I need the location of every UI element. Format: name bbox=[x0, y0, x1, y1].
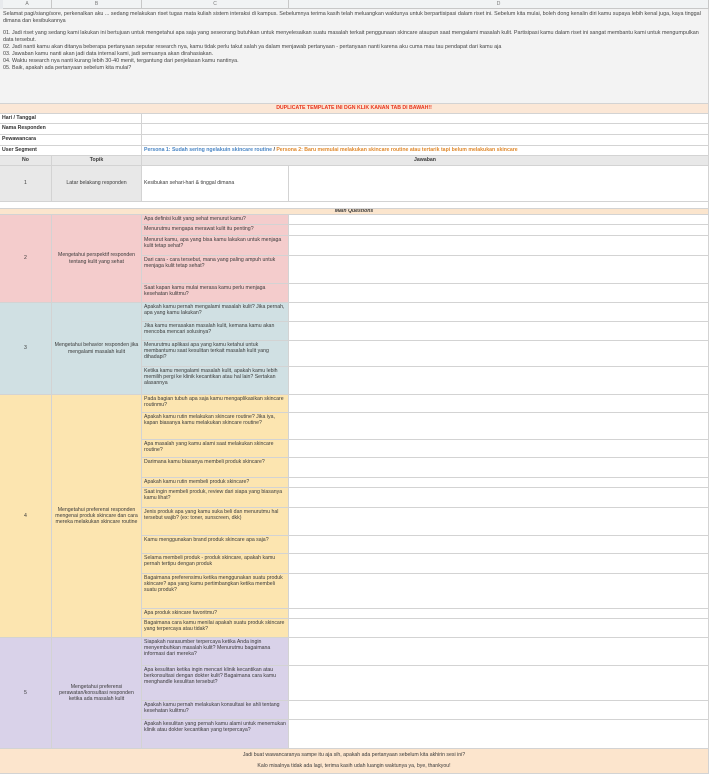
column-header-d[interactable]: D bbox=[289, 0, 709, 9]
answer-cell[interactable] bbox=[289, 619, 709, 638]
spacer-row[interactable] bbox=[0, 202, 709, 209]
group-2-topic[interactable]: Mengetahui perspektif responden tentang kulit yang sehat bbox=[52, 215, 142, 303]
question-cell[interactable]: Apa definisi kulit yang sehat menurut kamu? bbox=[142, 215, 289, 225]
answer-cell[interactable] bbox=[289, 341, 709, 367]
field-date-label: Hari / Tanggal bbox=[0, 114, 142, 124]
answer-cell[interactable] bbox=[289, 440, 709, 458]
intro-point: 05. Baik, apakah ada pertanyaan sebelum kita mulai? bbox=[3, 65, 132, 71]
column-header-b[interactable]: B bbox=[52, 0, 142, 9]
group-5-no[interactable]: 5 bbox=[0, 638, 52, 749]
field-respondent-label: Nama Responden bbox=[0, 124, 142, 135]
answer-cell[interactable] bbox=[289, 225, 709, 236]
group-4-no[interactable]: 4 bbox=[0, 395, 52, 638]
field-date-value[interactable] bbox=[142, 114, 709, 124]
answer-cell[interactable] bbox=[289, 413, 709, 440]
answer-cell[interactable] bbox=[289, 236, 709, 256]
question-cell[interactable]: Saat kapan kamu mulai merasa kamu perlu menjaga kesehatan kulitmu? bbox=[142, 284, 289, 303]
answer-cell[interactable] bbox=[289, 666, 709, 701]
answer-cell[interactable] bbox=[289, 638, 709, 666]
intro-point: 03. Jawaban kamu nanti akan jadi data internal kami, jadi semuanya akan dirahasiakan. bbox=[3, 51, 214, 57]
field-interviewer-label: Pewawancara bbox=[0, 135, 142, 146]
answer-cell[interactable] bbox=[289, 256, 709, 284]
group-3-no[interactable]: 3 bbox=[0, 303, 52, 395]
answer-cell[interactable] bbox=[289, 395, 709, 413]
answer-cell[interactable] bbox=[289, 284, 709, 303]
persona-1-text: Persona 1: Sudah sering ngelakuin skincare routine bbox=[144, 147, 272, 153]
question-cell[interactable]: Saat ingin membeli produk, review dari siapa yang biasanya kamu lihat? bbox=[142, 488, 289, 508]
question-cell[interactable]: Apakah kamu pernah melakukan konsultasi ke ahli tentang kesehatan kulitmu? bbox=[142, 701, 289, 720]
answer-cell[interactable] bbox=[289, 458, 709, 478]
intro-cell[interactable] bbox=[0, 9, 709, 104]
answer-cell[interactable] bbox=[289, 367, 709, 395]
header-answer: Jawaban bbox=[142, 156, 709, 166]
answer-cell[interactable] bbox=[289, 536, 709, 554]
group-3-topic[interactable]: Mengetahui behavior responden jika mengalami masalah kulit bbox=[52, 303, 142, 395]
field-respondent-value[interactable] bbox=[142, 124, 709, 135]
question-cell[interactable]: Apakah kamu rutin melakukan skincare routine? Jika iya, kapan biasanya kamu melakukan skincare routine? bbox=[142, 413, 289, 440]
question-cell[interactable]: Menurutmu aplikasi apa yang kamu ketahui untuk membantumu saat kesulitan terkait masalah kulit yang dihadapi? bbox=[142, 341, 289, 367]
intro-point: 01. Jadi riset yang sedang kami lakukan ini bertujuan untuk mengetahui apa saja yang seseorang butuhkan untuk menyelesaikan suatu masalah terkait penggunaan skincare ataupun saat mengalami masalah kulit. Partisipasi kamu dalam riset ini sangat membantu kami untuk mengumpulkan data tersebut. bbox=[3, 30, 699, 43]
intro-point: 04. Waktu research nya nanti kurang lebih 30-40 menit, tergantung dari penjelasan kamu nantinya. bbox=[3, 58, 239, 64]
answer-cell[interactable] bbox=[289, 574, 709, 609]
question-cell[interactable]: Apakah kamu pernah mengalami masalah kulit? Jika pernah, apa yang kamu lakukan? bbox=[142, 303, 289, 322]
question-cell[interactable]: Apa masalah yang kamu alami saat melakukan skincare routine? bbox=[142, 440, 289, 458]
intro-greeting: Selamat pagi/siang/sore, perkenalkan aku ... sedang melakukan riset tugas mata kuliah sistem interaksi di kampus. Sebelumnya terima kasih telah meluangkan waktunya untuk berpartisipasi dalam riset ini. Sebelum kita mulai, boleh dong kenalin diri kamu supaya lebih kenal juga, kaya tinggal dimana dan kesibukannya bbox=[3, 11, 701, 24]
question-cell[interactable]: Selama membeli produk - produk skincare, apakah kamu pernah tertipu dengan produk bbox=[142, 554, 289, 574]
question-cell[interactable]: Apakah kamu rutin membeli produk skincare? bbox=[142, 478, 289, 488]
answer-cell[interactable] bbox=[289, 303, 709, 322]
question-cell[interactable]: Jika kamu merasakan masalah kulit, kemana kamu akan mencoba mencari solusinya? bbox=[142, 322, 289, 341]
question-cell[interactable]: Menurutmu mengapa merawat kulit itu penting? bbox=[142, 225, 289, 236]
question-cell[interactable]: Kamu menggunakan brand produk skincare apa saja? bbox=[142, 536, 289, 554]
question-cell[interactable]: Dari cara - cara tersebut, mana yang paling ampuh untuk menjaga kulit tetap sehat? bbox=[142, 256, 289, 284]
question-cell[interactable]: Darimana kamu biasanya membeli produk skincare? bbox=[142, 458, 289, 478]
persona-2-text: Persona 2: Baru memulai melakukan skincare routine atau tertarik tapi belum melakukan skincare bbox=[276, 147, 518, 153]
closing-line-2: Kalo misalnya tidak ada lagi, terima kasih udah luangin waktunya ya, bye, thankyou! bbox=[257, 763, 451, 770]
question-cell[interactable]: Apa produk skincare favoritmu? bbox=[142, 609, 289, 619]
field-interviewer-value[interactable] bbox=[142, 135, 709, 146]
row-1-no[interactable]: 1 bbox=[0, 166, 52, 202]
answer-cell[interactable] bbox=[289, 215, 709, 225]
answer-cell[interactable] bbox=[289, 488, 709, 508]
field-segment-value[interactable] bbox=[142, 146, 709, 156]
answer-cell[interactable] bbox=[289, 609, 709, 619]
header-no: No bbox=[0, 156, 52, 166]
persona-separator: / bbox=[272, 147, 277, 153]
duplicate-warning[interactable]: DUPLICATE TEMPLATE INI DGN KLIK KANAN TAB DI BAWAH!! bbox=[0, 104, 709, 114]
closing-line-1: Jadi buat wawancaranya sampe itu aja sih, apakah ada pertanyaan sebelum kita akhirin sesi ini? bbox=[242, 752, 466, 759]
field-segment-label: User Segment bbox=[0, 146, 142, 156]
group-4-topic[interactable]: Mengetahui preferensi responden mengenai produk skincare dan cara mereka melakukan skincare routine bbox=[52, 395, 142, 638]
column-header-bar bbox=[0, 0, 709, 9]
answer-cell[interactable] bbox=[289, 478, 709, 488]
column-header-c[interactable]: C bbox=[142, 0, 289, 9]
answer-cell[interactable] bbox=[289, 554, 709, 574]
question-cell[interactable]: Jenis produk apa yang kamu suka beli dan menurutmu hal tersebut wajib? (ex: toner, sunscreen, dkk) bbox=[142, 508, 289, 536]
group-2-no[interactable]: 2 bbox=[0, 215, 52, 303]
column-header-a[interactable]: A bbox=[3, 0, 52, 9]
question-cell[interactable]: Apakah kesulitan yang pernah kamu alami untuk menemukan klinik atau dokter kecantikan yang terpercaya? bbox=[142, 720, 289, 749]
answer-cell[interactable] bbox=[289, 720, 709, 749]
main-questions-heading: Main Questions bbox=[0, 209, 709, 215]
answer-cell[interactable] bbox=[289, 322, 709, 341]
question-cell[interactable]: Bagaimana preferensimu ketika menggunakan suatu produk skincare? apa yang kamu pertimbangkan ketika membeli suatu produk? bbox=[142, 574, 289, 609]
question-cell[interactable]: Bagaimana cara kamu menilai apakah suatu produk skincare yang terpercaya atau tidak? bbox=[142, 619, 289, 638]
answer-cell[interactable] bbox=[289, 701, 709, 720]
answer-cell[interactable] bbox=[289, 508, 709, 536]
group-5-topic[interactable]: Mengetahui preferensi perawatan/konsultasi responden ketika ada masalah kulit bbox=[52, 638, 142, 749]
closing-cell[interactable] bbox=[0, 749, 709, 774]
row-1-topic[interactable]: Latar belakang responden bbox=[52, 166, 142, 202]
row-1-answer[interactable] bbox=[289, 166, 709, 202]
intro-point: 02. Jadi nanti kamu akan ditanya beberapa pertanyaan seputar research nya, kamu tidak perlu takut salah ya dalam menjawab pertanyaan - pertanyaan nanti karena aku cuma mau tau pendapat dari kamu aja bbox=[3, 44, 502, 50]
question-cell[interactable]: Pada bagian tubuh apa saja kamu mengaplikasikan skincare routinmu? bbox=[142, 395, 289, 413]
header-topic: Topik bbox=[52, 156, 142, 166]
question-cell[interactable]: Menurut kamu, apa yang bisa kamu lakukan untuk menjaga kulit tetap sehat? bbox=[142, 236, 289, 256]
question-cell[interactable]: Apa kesulitan ketika ingin mencari klinik kecantikan atau berkonsultasi dengan dokter kulit? Bagaimana cara kamu menghandle kesulitan tersebut? bbox=[142, 666, 289, 701]
question-cell[interactable]: Ketika kamu mengalami masalah kulit, apakah kamu lebih memilih pergi ke klinik kecantikan atau hal lain? Sertakan alasannya bbox=[142, 367, 289, 395]
row-1-question[interactable]: Kesibukan sehari-hari & tinggal dimana bbox=[142, 166, 289, 202]
question-cell[interactable]: Siapakah narasumber terpercaya ketika Anda ingin menyembuhkan masalah kulit? Menurutmu bagaimana informasi dari mereka? bbox=[142, 638, 289, 666]
